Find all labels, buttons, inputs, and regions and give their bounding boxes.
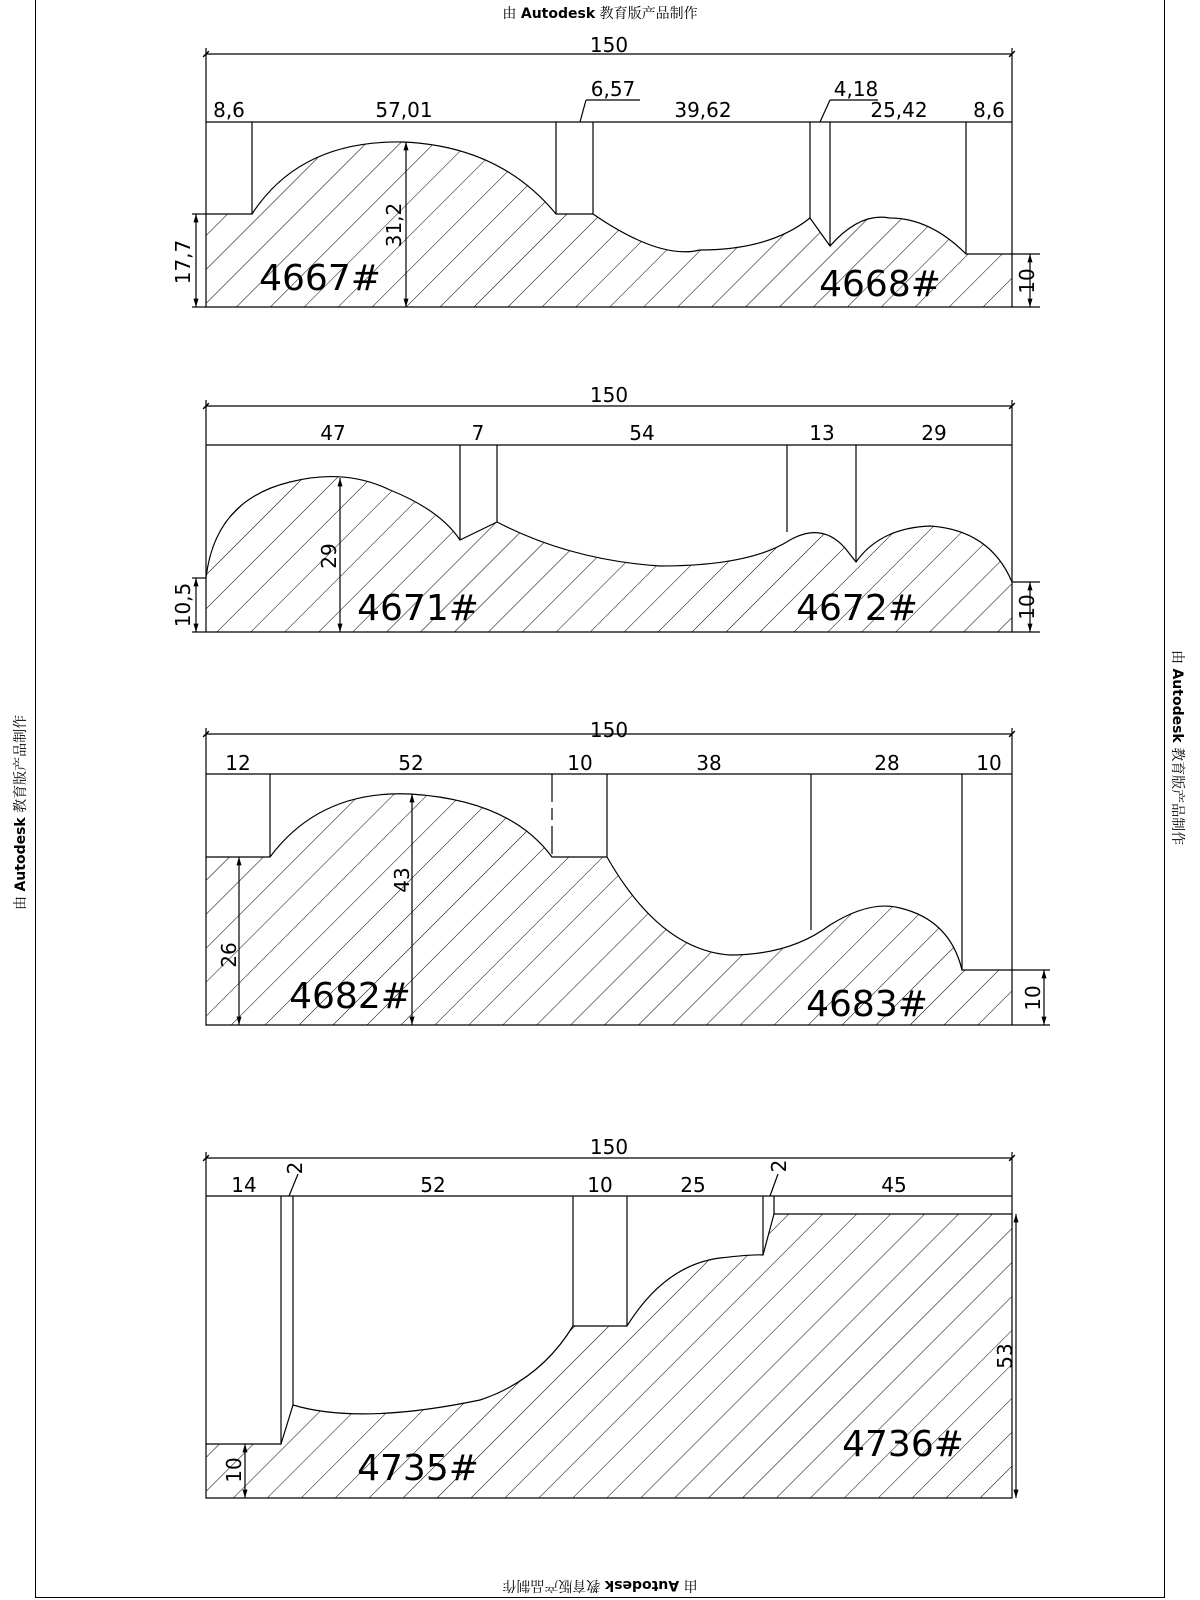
- profile-2-segment-2: 7: [471, 421, 485, 445]
- profile-1-right-height: 10: [1015, 268, 1039, 294]
- watermark-suffix: 教育版产品制作: [502, 1577, 601, 1593]
- profile-1-segment-7: 8,6: [973, 98, 1005, 122]
- profile-2-segment-3: 54: [629, 421, 655, 445]
- watermark-suffix: 教育版产品制作: [599, 6, 698, 22]
- profile-1-left-height: 17,7: [171, 239, 195, 285]
- watermark-prefix: 由: [502, 6, 517, 22]
- profile-2-left-height: 10,5: [171, 582, 195, 628]
- profile-4-segment-1: 14: [231, 1173, 257, 1197]
- profile-4-segment-5: 25: [680, 1173, 706, 1197]
- profile-1-code-right: 4668#: [819, 264, 941, 305]
- watermark-prefix: 由: [683, 1577, 698, 1593]
- profile-4-segment-4: 10: [587, 1173, 613, 1197]
- profile-1-segment-5: 4,18: [833, 77, 879, 101]
- profile-3-segment-1: 12: [225, 751, 251, 775]
- profile-1-overall-width: 150: [589, 33, 629, 57]
- profile-2-overall-width: 150: [589, 383, 629, 407]
- profile-1-code-left: 4667#: [259, 258, 381, 299]
- profile-2-code-left: 4671#: [357, 588, 479, 629]
- profile-1-segment-6: 25,42: [870, 98, 928, 122]
- profile-4-code-left: 4735#: [357, 1448, 479, 1489]
- profile-3-segment-4: 38: [696, 751, 722, 775]
- profile-2-code-right: 4672#: [796, 588, 918, 629]
- watermark-suffix: 教育版产品制作: [1169, 747, 1185, 846]
- profile-4-right-height: 53: [993, 1343, 1017, 1369]
- watermark-prefix: 由: [1169, 650, 1185, 664]
- profile-3-segment-3: 10: [567, 751, 593, 775]
- profile-2-segment-1: 47: [320, 421, 346, 445]
- profile-2-segment-5: 29: [921, 421, 947, 445]
- profile-3-right-height: 10: [1021, 985, 1045, 1011]
- profile-4-segment-6: 2: [767, 1159, 791, 1173]
- profile-2-peak-height: 29: [317, 543, 341, 569]
- profile-1-segment-1: 8,6: [213, 98, 245, 122]
- profile-3-code-right: 4683#: [806, 984, 928, 1025]
- profile-3-segment-6: 10: [976, 751, 1002, 775]
- profile-1-segment-4: 39,62: [674, 98, 732, 122]
- profile-4-left-height: 10: [222, 1457, 246, 1483]
- profile-1-peak-height: 31,2: [382, 202, 406, 248]
- profile-3-segment-5: 28: [874, 751, 900, 775]
- watermark-prefix: 由: [13, 896, 29, 910]
- profile-3-overall-width: 150: [589, 718, 629, 742]
- profile-4-segment-7: 45: [881, 1173, 907, 1197]
- profile-4-segment-3: 52: [420, 1173, 446, 1197]
- watermark-brand: Autodesk: [13, 817, 29, 892]
- profile-4-segment-2: 2: [283, 1161, 307, 1175]
- profile-4-overall-width: 150: [589, 1135, 629, 1159]
- watermark-brand: Autodesk: [604, 1577, 680, 1593]
- profile-1-segment-2: 57,01: [375, 98, 433, 122]
- profile-3-code-left: 4682#: [289, 976, 411, 1017]
- profile-3-segment-2: 52: [398, 751, 424, 775]
- watermark-brand: Autodesk: [1169, 668, 1185, 743]
- watermark-suffix: 教育版产品制作: [13, 714, 29, 813]
- watermark-brand: Autodesk: [520, 6, 596, 22]
- profile-3-left-height: 26: [217, 942, 241, 968]
- profile-2-segment-4: 13: [809, 421, 835, 445]
- profile-4-code-right: 4736#: [842, 1424, 964, 1465]
- profile-2-right-height: 10: [1015, 594, 1039, 620]
- profile-1-segment-3: 6,57: [590, 77, 636, 101]
- profile-3-peak-height: 43: [390, 867, 414, 893]
